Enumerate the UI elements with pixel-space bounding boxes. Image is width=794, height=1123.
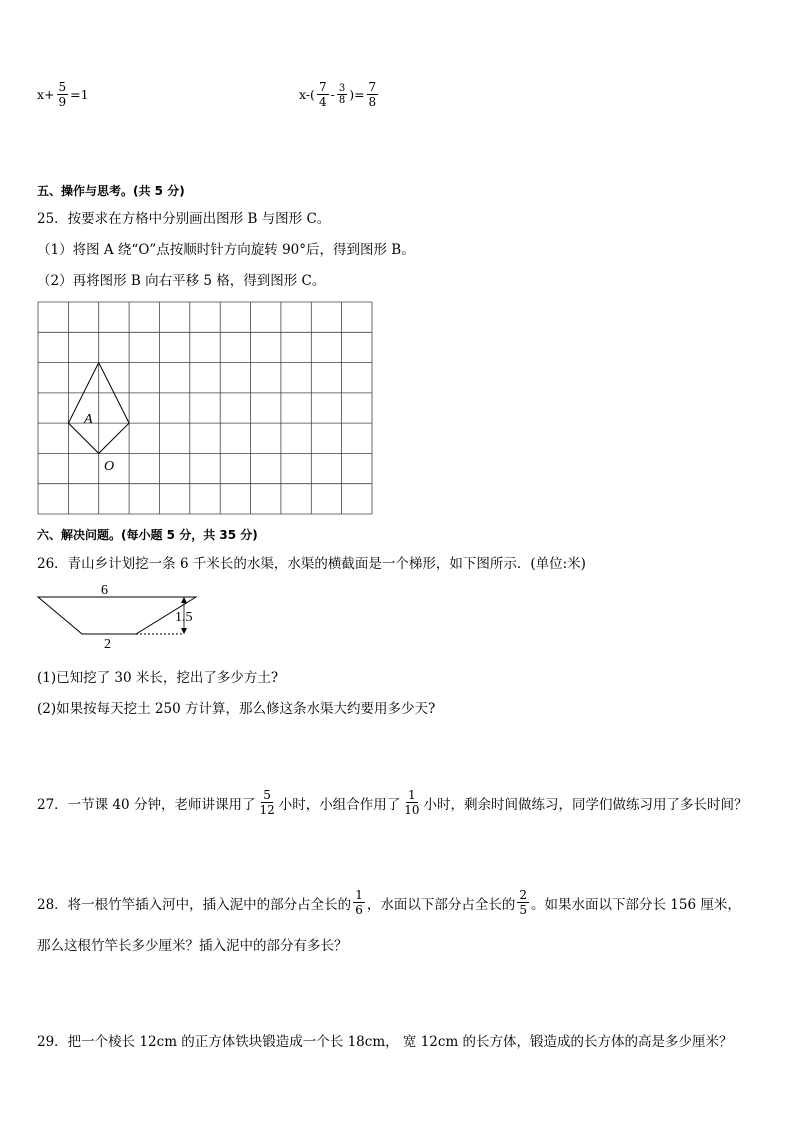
height-arrow-up [181, 597, 187, 603]
question-25-part-1: （1）将图 A 绕“O”点按顺时针方向旋转 90°后，得到图形 B。 [37, 242, 415, 258]
q27-f1-numerator: 5 [263, 788, 271, 802]
question-28-line-2: 那么这根竹竿长多少厘米？插入泥中的部分有多长？ [37, 938, 348, 954]
q27-f2-denominator: 10 [404, 803, 420, 817]
eq1-numerator: 5 [58, 80, 67, 94]
question-28 [37, 888, 741, 917]
trapezoid-shape [38, 597, 196, 634]
q27-text-b: 小时，小组合作用了 [278, 796, 401, 813]
eq1-fraction [57, 80, 69, 109]
label-o: O [104, 459, 115, 474]
q27-text-c: 小时，剩余时间做练习，同学们做练习用了多长时间？ [423, 796, 748, 813]
eq2-result-fraction [367, 80, 379, 109]
question-25-part-2: （2）再将图形 B 向右平移 5 格，得到图形 C。 [37, 273, 326, 289]
eq2-f1-numerator: 7 [318, 80, 327, 94]
q28-f2-denominator: 5 [519, 903, 527, 917]
equation-1 [37, 80, 89, 109]
q28-text-b: ，水面以下部分占全长的 [366, 896, 516, 913]
eq2-f1-denominator: 4 [318, 95, 327, 109]
height-arrow-down [181, 628, 187, 634]
section-5-heading: 五、操作与思考。(共 5 分) [37, 184, 185, 198]
q27-fraction-2 [402, 788, 421, 817]
eq2-f2-numerator: 3 [338, 83, 346, 94]
q28-text-a: 28．将一根竹竿插入河中，插入泥中的部分占全长的 [37, 896, 352, 913]
section-6-heading: 六、解决问题。(每小题 5 分，共 35 分) [37, 528, 258, 542]
eq1-prefix: x+ [37, 87, 55, 102]
eq2-minus: - [330, 87, 335, 102]
equation-2 [299, 80, 380, 109]
grid-lines [38, 302, 372, 514]
bottom-length-label: 2 [104, 637, 111, 652]
question-26-part-2: (2)如果按每天挖土 250 方计算，那么修这条水渠大约要用多少天? [37, 701, 436, 717]
eq2-fraction-1 [317, 80, 329, 109]
q28-f1-numerator: 1 [355, 888, 363, 902]
eq2-close: )= [349, 87, 365, 102]
question-27 [37, 788, 748, 817]
question-29: 29．把一个棱长 12cm 的正方体铁块锻造成一个长 18cm， 宽 12cm 的长方体，锻造成的长方体的高是多少厘米？ [37, 1034, 733, 1050]
grid-figure[interactable] [36, 300, 374, 516]
height-label: 1.5 [175, 610, 193, 625]
top-length-label: 6 [101, 583, 108, 598]
eq1-suffix: =1 [70, 87, 89, 102]
eq2-fraction-2 [337, 83, 347, 106]
q27-text-a: 27．一节课 40 分钟，老师讲课用了 [37, 796, 256, 813]
q27-fraction-1 [257, 788, 276, 817]
eq2-f2-denominator: 8 [338, 95, 346, 106]
question-26: 26．青山乡计划挖一条 6 千米长的水渠，水渠的横截面是一个梯形，如下图所示．(单位:米) [37, 556, 586, 572]
q28-f1-denominator: 6 [355, 903, 363, 917]
question-25: 25．按要求在方格中分别画出图形 B 与图形 C。 [37, 211, 331, 227]
q28-f2-numerator: 2 [519, 888, 527, 902]
eq2-prefix: x-( [299, 87, 315, 102]
q28-fraction-1 [353, 888, 365, 917]
eq2-result-numerator: 7 [368, 80, 377, 94]
eq2-result-denominator: 8 [368, 95, 377, 109]
q27-f1-denominator: 12 [259, 803, 275, 817]
question-26-part-1: (1)已知挖了 30 米长，挖出了多少方土? [37, 670, 279, 686]
q27-f2-numerator: 1 [408, 788, 416, 802]
q28-fraction-2 [517, 888, 529, 917]
eq1-denominator: 9 [58, 95, 67, 109]
q28-text-c: 。如果水面以下部分长 156 厘米， [530, 896, 741, 913]
label-a: A [84, 412, 93, 427]
trapezoid-figure [36, 580, 206, 652]
